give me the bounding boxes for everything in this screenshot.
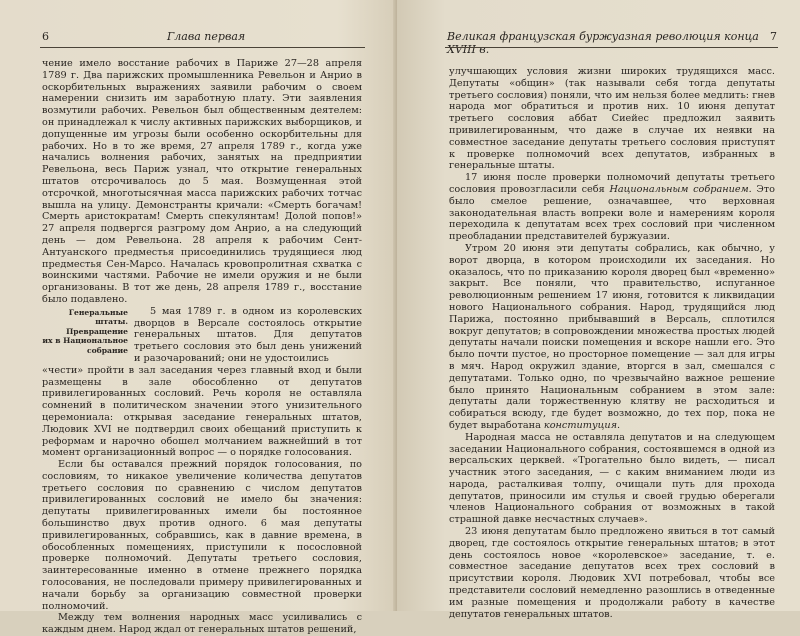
left-paragraph-2-rest: «чести» пройти в зал заседания через главный вход и были размещены в зале обособленно от депутатов привилегированных сословий. Речь короля не оставляла сомнений в политическом значении этого унизительного церемониала: открывая заседание генеральных штатов, Людовик XVI не подтвердил своих обещаний приступить к реформам и нарочно обошел молчанием важнейший в тот момент организационный вопрос — о порядке голосования.	[42, 364, 362, 459]
sidenote-line-4: собрание	[86, 345, 128, 355]
left-paragraph-3: Если бы оставался прежний порядок голосования, по сословиям, то никакое увеличение количества депутатов третьего сословия по сравнению с числом депутатов привилегированных сословий не имело бы значения: депутаты привилегированных имели бы постоянное большинство двух против одного. 6 мая депутаты привилегированных, собравшись, как в давние времена, в обособленных помещениях, приступили к посословной проверке полномочий. Депутаты третьего сословия, заинтересованные именно в отмене прежнего порядка голосования, не последовали примеру привилегированных и начали борьбу за организацию совместной проверки полномочий.	[42, 459, 362, 612]
left-paragraph-2-wrapped: 5 мая 1789 г. в одном из королевских дворцов в Версале состоялось открытие генеральных штатов. Для депутатов третьего сословия это был день унижений и разочарований; они не удостоились	[134, 305, 362, 364]
constitution-emphasis: конституция	[543, 419, 617, 431]
right-body-text	[449, 66, 775, 620]
right-page	[397, 0, 800, 620]
right-header-rule	[445, 47, 778, 48]
right-paragraph-5: 23 июня депутатам было предложено явиться в тот самый дворец, где состоялось открытие генеральных штатов; в этот день состоялось новое «королевское» заседание, т. е. совместное заседание депутатов всех трех сословий в присутствии короля. Людовик XVI потребовал, чтобы все представители сословий немедленно разошлись в отведенные им разные помещения и продолжали работу в качестве депутатов генеральных штатов.	[449, 526, 775, 620]
left-body-text	[42, 58, 362, 636]
right-paragraph-3-start: Утром 20 июня эти депутаты собрались, как обычно, у ворот дворца, в котором происходили их заседания. Но оказалось, что по приказанию короля дворец был «временно» закрыт. Все поняли, что правительство, испуганное революционным решением 17 июня, готовится к ликвидации нового Национального собрания. Народ, трудящийся люд Парижа, постоянно прибывавший в Версаль, сплотился вокруг депутатов; в сопровождении множества простых людей депутаты начали поиски помещения и вскоре нашли его. Это было почти пустое, но просторное помещение — зал для игры в мяч. Народ окружил здание, вторгся в зал, смешался с депутатами. Только одно, по чрезвычайно важное решение было принято Национальным собранием в этом зале: депутаты дали торжественную клятву не расходиться и собираться всюду, где будет возможно, до тех пор, пока не будет выработана	[449, 242, 775, 431]
right-paragraph-3-end: .	[617, 419, 621, 431]
right-paragraph-2-start: 17 июня после проверки полномочий депутаты третьего сословия провозгласили себя	[449, 172, 775, 195]
right-page-number: 7	[770, 30, 777, 43]
left-running-header	[42, 30, 362, 43]
right-paragraph-1: улучшающих условия жизни широких трудящихся масс. Депутаты «общин» (так называли себя тогда депутаты третьего сословия) поняли, что им нельзя более медлить: гнев народа мог обратиться и против них. 10 июня депутат третьего сословия аббат Сиейес предложил заявить привилегированным, что даже в случае их неявки на совместное заседание депутаты третьего сословия приступят к проверке полномочий всех депутатов, избранных в генеральные штаты.	[449, 66, 775, 172]
right-paragraph-4: Народная масса не оставляла депутатов и на следующем заседании Национального собрания, состоявшемся в одной из версальских церквей. «Трогательно было видеть, — писал участник этого заседания, — с каким вниманием люди из народа, расталкивая толпу, очищали путь для прохода депутатов, приносили им стулья и своей грудью оберегали членов Национального собрания от возможных в такой страшной давке несчастных случаев».	[449, 431, 775, 526]
sidenote-line-2: Превращение	[66, 326, 128, 336]
right-running-header	[447, 30, 777, 56]
sidenote-line-1: Генеральные штаты.	[68, 307, 128, 327]
right-paragraph-2	[449, 172, 775, 243]
right-header-title: Великая французская буржуазная революция конца XVIII в.	[447, 30, 759, 56]
right-paragraph-3	[449, 243, 775, 432]
margin-sidenote	[42, 306, 128, 365]
national-assembly-emphasis: Национальным собранием	[609, 183, 749, 195]
right-paragraph-2-end: . Это было смелое решение, означавшее, что верховная законодательная власть вопреки воле и намерениям короля переходила к депутатам всех трех сословий при численном преобладании представителей буржуазии.	[449, 183, 776, 243]
sidenote-block	[42, 306, 362, 365]
left-paragraph-4: Между тем волнения народных масс усиливались с каждым днем. Народ ждал от генеральных штатов решений,	[42, 612, 362, 636]
left-page-number: 6	[42, 30, 49, 43]
left-paragraph-1: чение имело восстание рабочих в Париже 27—28 апреля 1789 г. Два парижских промышленника Ревельон и Анрио в оскорбительных выражениях заявили рабочим о своем намерении снизить им заработную плату. Эти заявления возмутили рабочих. Ревельон был общественным деятелем: он принадлежал к числу активных парижских выборщиков, и допущенные им угрозы были особенно оскорбительны для рабочих. Но в то же время, 27 апреля 1789 г., когда уже начались волнения рабочих, занятых на предприятии Ревельона, весь Париж узнал, что открытие генеральных штатов отсрочивалось до 5 мая. Возмущенная этой отсрочкой, многотысячная масса парижских рабочих тотчас вышла на улицу. Демонстранты кричали: «Смерть богачам! Смерть аристократам! Смерть спекулянтам! Долой попов!» 27 апреля подвергся разгрому дом Анрио, а на следующий день — дом Ревельона. 28 апреля к рабочим Сент-Антуанского предместья присоединились трудящиеся люд предместья Сен-Марсо. Началась кровопролитная схватка с воинскими частями. Рабочие не имели оружия и не были организованы. В тот же день, 28 апреля 1789 г., восстание было подавлено.	[42, 58, 362, 305]
left-page	[0, 0, 397, 636]
left-header-title: Глава первая	[167, 30, 246, 43]
sidenote-line-3: их в Национальное	[42, 336, 128, 346]
left-header-rule	[40, 47, 365, 48]
